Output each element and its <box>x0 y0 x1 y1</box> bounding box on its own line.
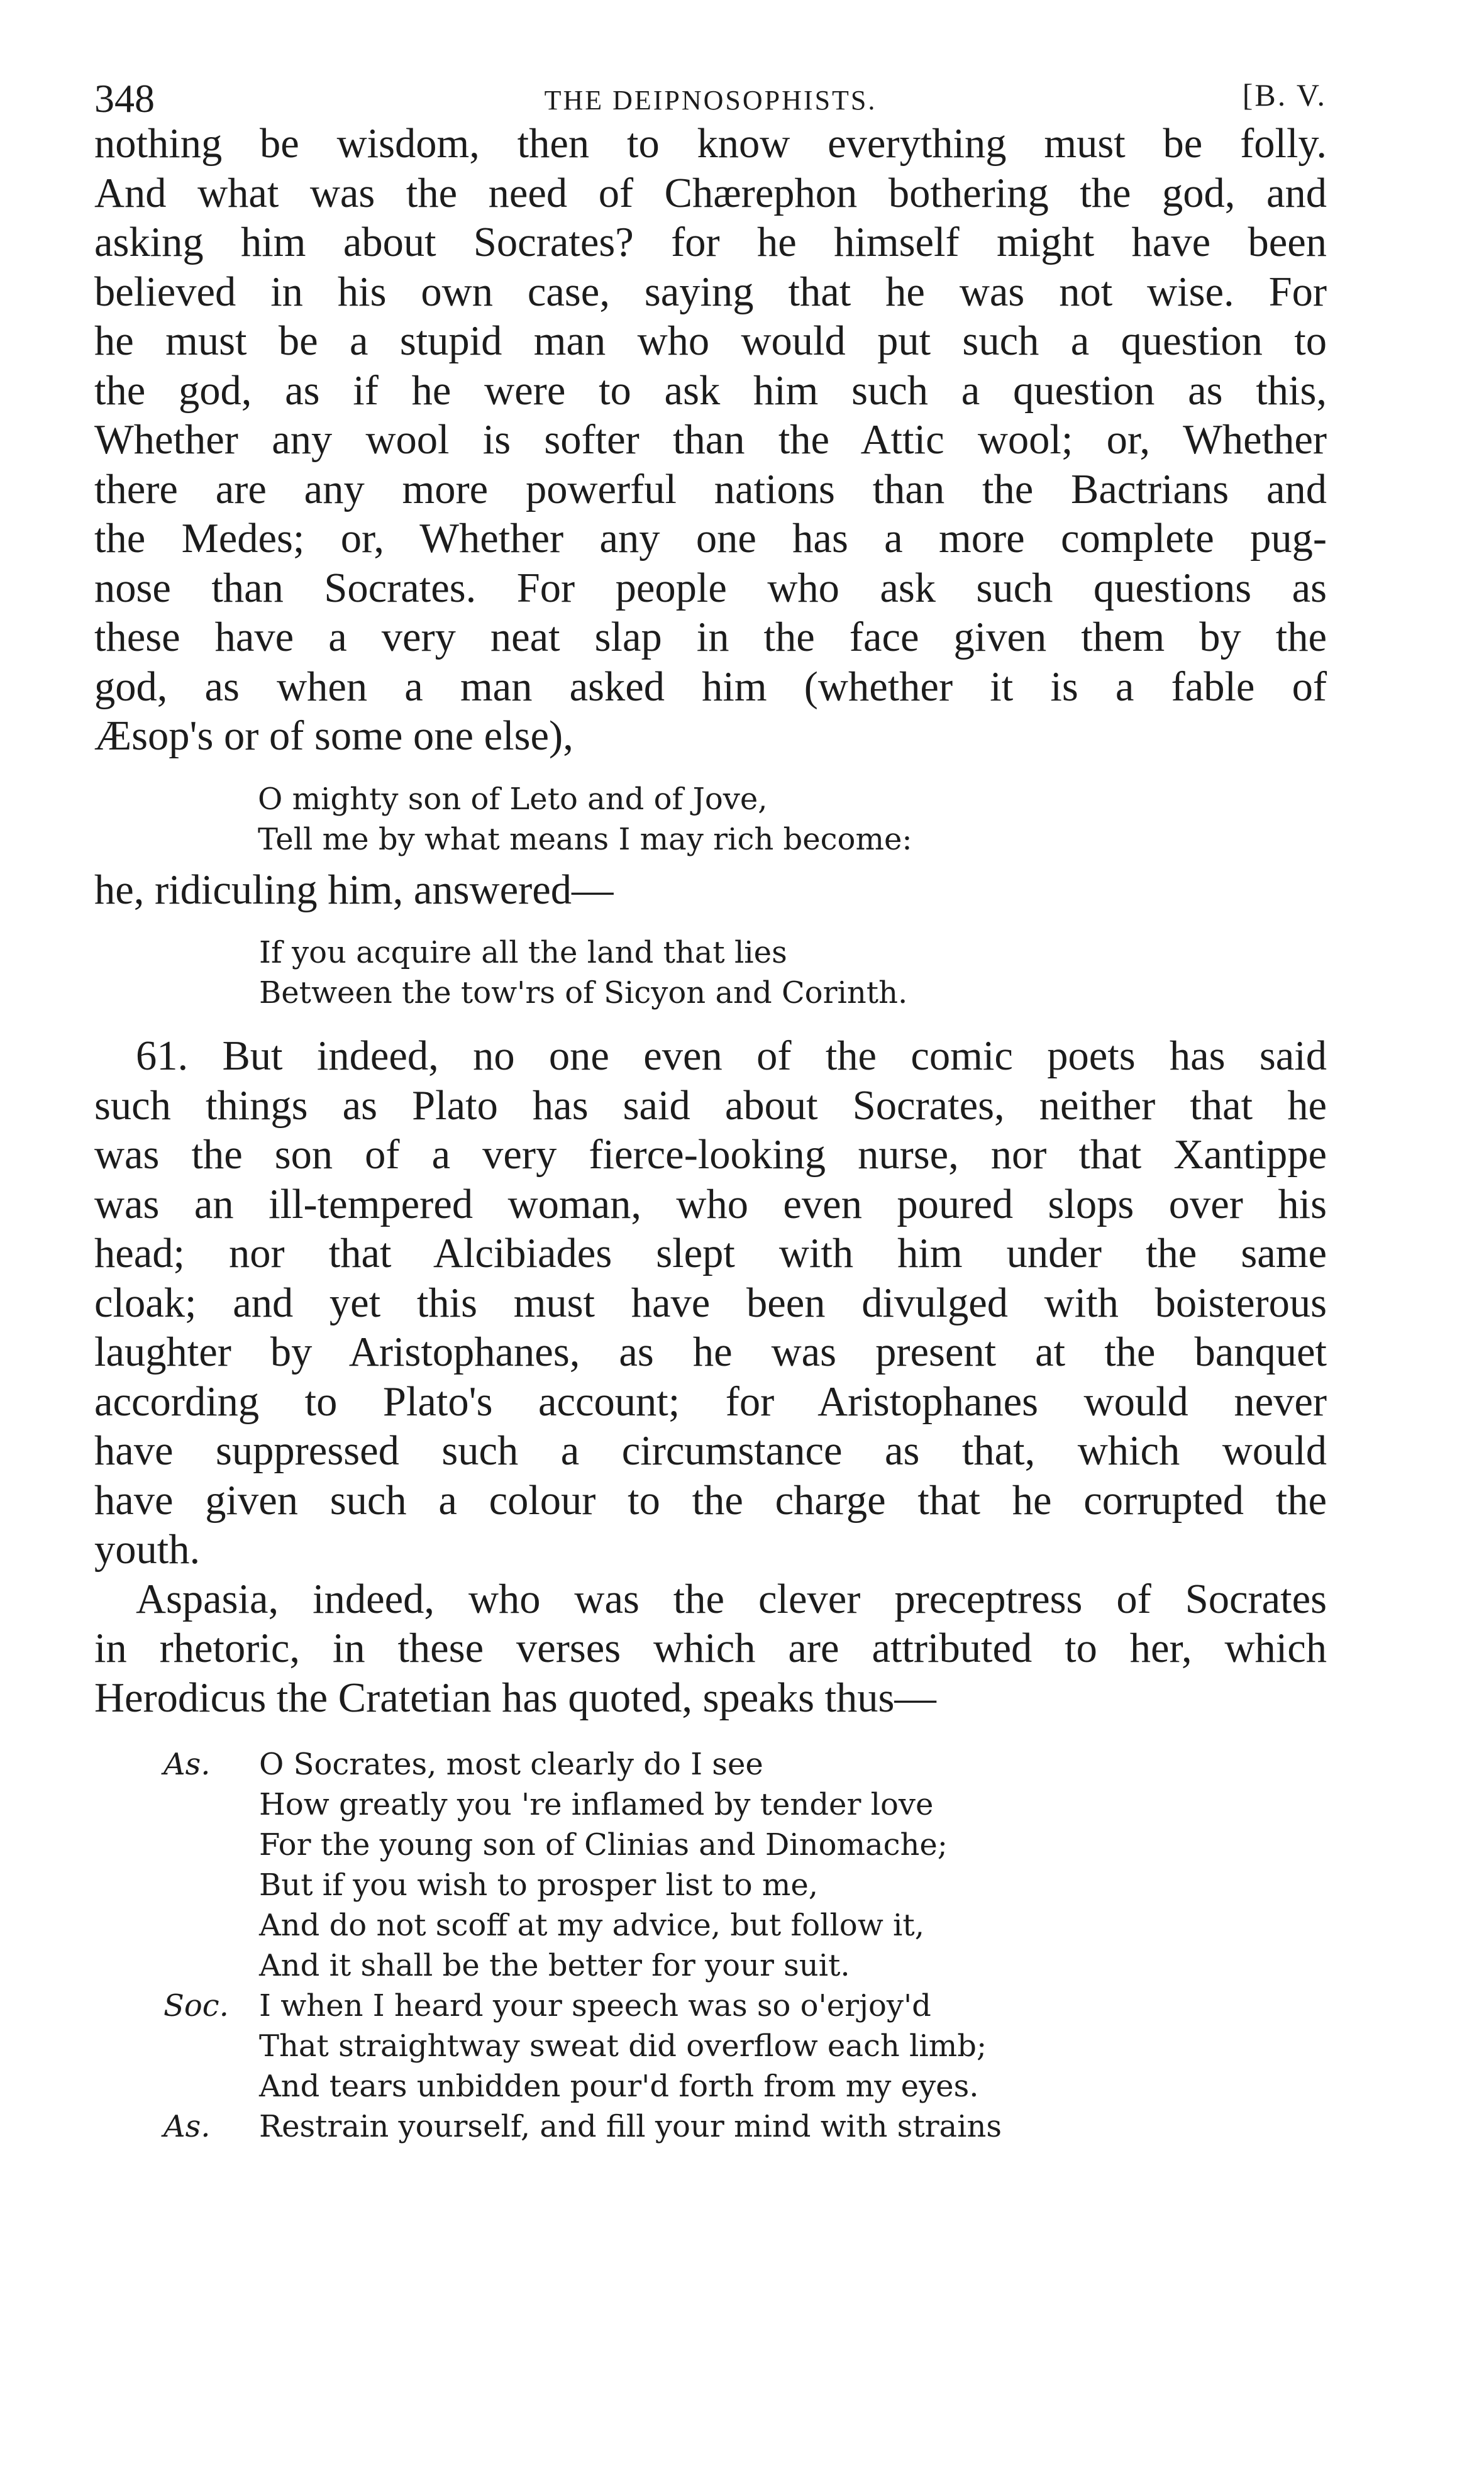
dialogue-text: I when I heard your speech was so o'erjoy'd <box>259 1988 931 2023</box>
text-line: was an ill-tempered woman, who even poured slops over his <box>94 1181 1327 1227</box>
verse-quote-2 <box>94 932 1327 1013</box>
speaker-label: Soc. <box>163 1988 229 2023</box>
text-line: he must be a stupid man who would put such a question to <box>94 318 1327 364</box>
paragraph-1 <box>94 119 1327 761</box>
dialogue-line <box>94 1825 1327 1865</box>
dialogue-text: And do not scoff at my advice, but follow it, <box>259 1908 924 1943</box>
paragraph-4 <box>94 1575 1327 1724</box>
speaker-label <box>94 1825 259 1865</box>
speaker-label <box>94 1905 259 1945</box>
verse-line: Tell me by what means I may rich become: <box>258 821 912 857</box>
text-line: have given such a colour to the charge that he corrupted the <box>94 1477 1327 1524</box>
text-line: believed in his own case, saying that he was not wise. For <box>94 268 1327 315</box>
text-line: the Medes; or, Whether any one has a more complete pug- <box>94 516 1327 562</box>
text-line: there are any more powerful nations than the Bactrians and <box>94 466 1327 512</box>
dialogue-text: O Socrates, most clearly do I see <box>259 1747 763 1782</box>
speaker-label: As. <box>163 1747 211 1782</box>
speaker-label <box>94 1945 259 1986</box>
text-line: asking him about Socrates? for he himself might have been <box>94 219 1327 265</box>
verse-line: Between the tow'rs of Sicyon and Corinth. <box>259 975 908 1010</box>
speaker-label <box>94 2066 259 2106</box>
verse-dialogue <box>94 1744 1327 2147</box>
page-header <box>94 63 1327 119</box>
text-line: head; nor that Alcibiades slept with him under the same <box>94 1231 1327 1276</box>
dialogue-text: But if you wish to prosper list to me, <box>259 1868 819 1903</box>
dialogue-line <box>94 2106 1327 2147</box>
speaker-label <box>94 2026 259 2066</box>
text-line: Whether any wool is softer than the Attic wool; or, Whether <box>94 417 1327 463</box>
speaker-label <box>94 1865 259 1905</box>
dialogue-line <box>94 1744 1327 1784</box>
dialogue-text: And it shall be the better for your suit. <box>259 1948 850 1983</box>
dialogue-line <box>94 1865 1327 1905</box>
dialogue-text: How greatly you 're inflamed by tender love <box>259 1787 934 1822</box>
dialogue-text: That straightway sweat did overflow each limb; <box>259 2028 987 2064</box>
running-head: THE DEIPNOSOPHISTS. <box>544 85 877 116</box>
dialogue-text: And tears unbidden pour'd forth from my eyes. <box>259 2069 979 2104</box>
text-line: 61. But indeed, no one even of the comic poets has said <box>136 1033 1327 1079</box>
text-line: youth. <box>94 1527 201 1573</box>
text-line: nose than Socrates. For people who ask such questions as <box>94 565 1327 611</box>
text-line: god, as when a man asked him (whether it is a fable of <box>94 663 1327 710</box>
text-line: Herodicus the Cratetian has quoted, speaks thus— <box>94 1674 936 1721</box>
dialogue-text: Restrain yourself, and fill your mind with strains <box>259 2109 1002 2144</box>
text-line: nothing be wisdom, then to know everything must be folly. <box>94 121 1327 167</box>
dialogue-line <box>94 1905 1327 1945</box>
verse-line: If you acquire all the land that lies <box>259 935 787 970</box>
dialogue-text: For the young son of Clinias and Dinomache; <box>259 1827 948 1862</box>
text-line: have suppressed such a circumstance as that, which would <box>94 1428 1327 1474</box>
text-line: was the son of a very fierce-looking nurse, nor that Xantippe <box>94 1132 1327 1178</box>
verse-line: O mighty son of Leto and of Jove, <box>258 781 768 817</box>
text-line: And what was the need of Chærephon bothering the god, and <box>94 170 1327 216</box>
text-line: these have a very neat slap in the face given them by the <box>94 614 1327 660</box>
text-line: the god, as if he were to ask him such a question as this, <box>94 367 1327 414</box>
text-line: according to Plato's account; for Aristophanes would never <box>94 1378 1327 1425</box>
verse-quote-1 <box>94 779 1327 860</box>
book-reference: [B. V. <box>1242 77 1327 113</box>
text-line: Æsop's or of some one else), <box>94 713 573 759</box>
speaker-label <box>94 1784 259 1825</box>
text-line: Aspasia, indeed, who was the clever preceptress of Socrates <box>136 1576 1327 1622</box>
paragraph-3 <box>94 1032 1327 1575</box>
page-number: 348 <box>94 76 155 121</box>
speaker-label: As. <box>163 2109 211 2144</box>
paragraph-2 <box>94 866 1327 916</box>
text-line: such things as Plato has said about Socrates, neither that he <box>94 1082 1327 1129</box>
dialogue-line <box>94 2066 1327 2106</box>
dialogue-line <box>94 1986 1327 2026</box>
book-page <box>94 63 1327 2147</box>
text-line: laughter by Aristophanes, as he was present at the banquet <box>94 1329 1327 1375</box>
dialogue-line <box>94 2026 1327 2066</box>
dialogue-line <box>94 1945 1327 1986</box>
text-line: he, ridiculing him, answered— <box>94 866 614 913</box>
text-line: cloak; and yet this must have been divulged with boisterous <box>94 1280 1327 1326</box>
text-line: in rhetoric, in these verses which are attributed to her, which <box>94 1625 1327 1671</box>
dialogue-line <box>94 1784 1327 1825</box>
